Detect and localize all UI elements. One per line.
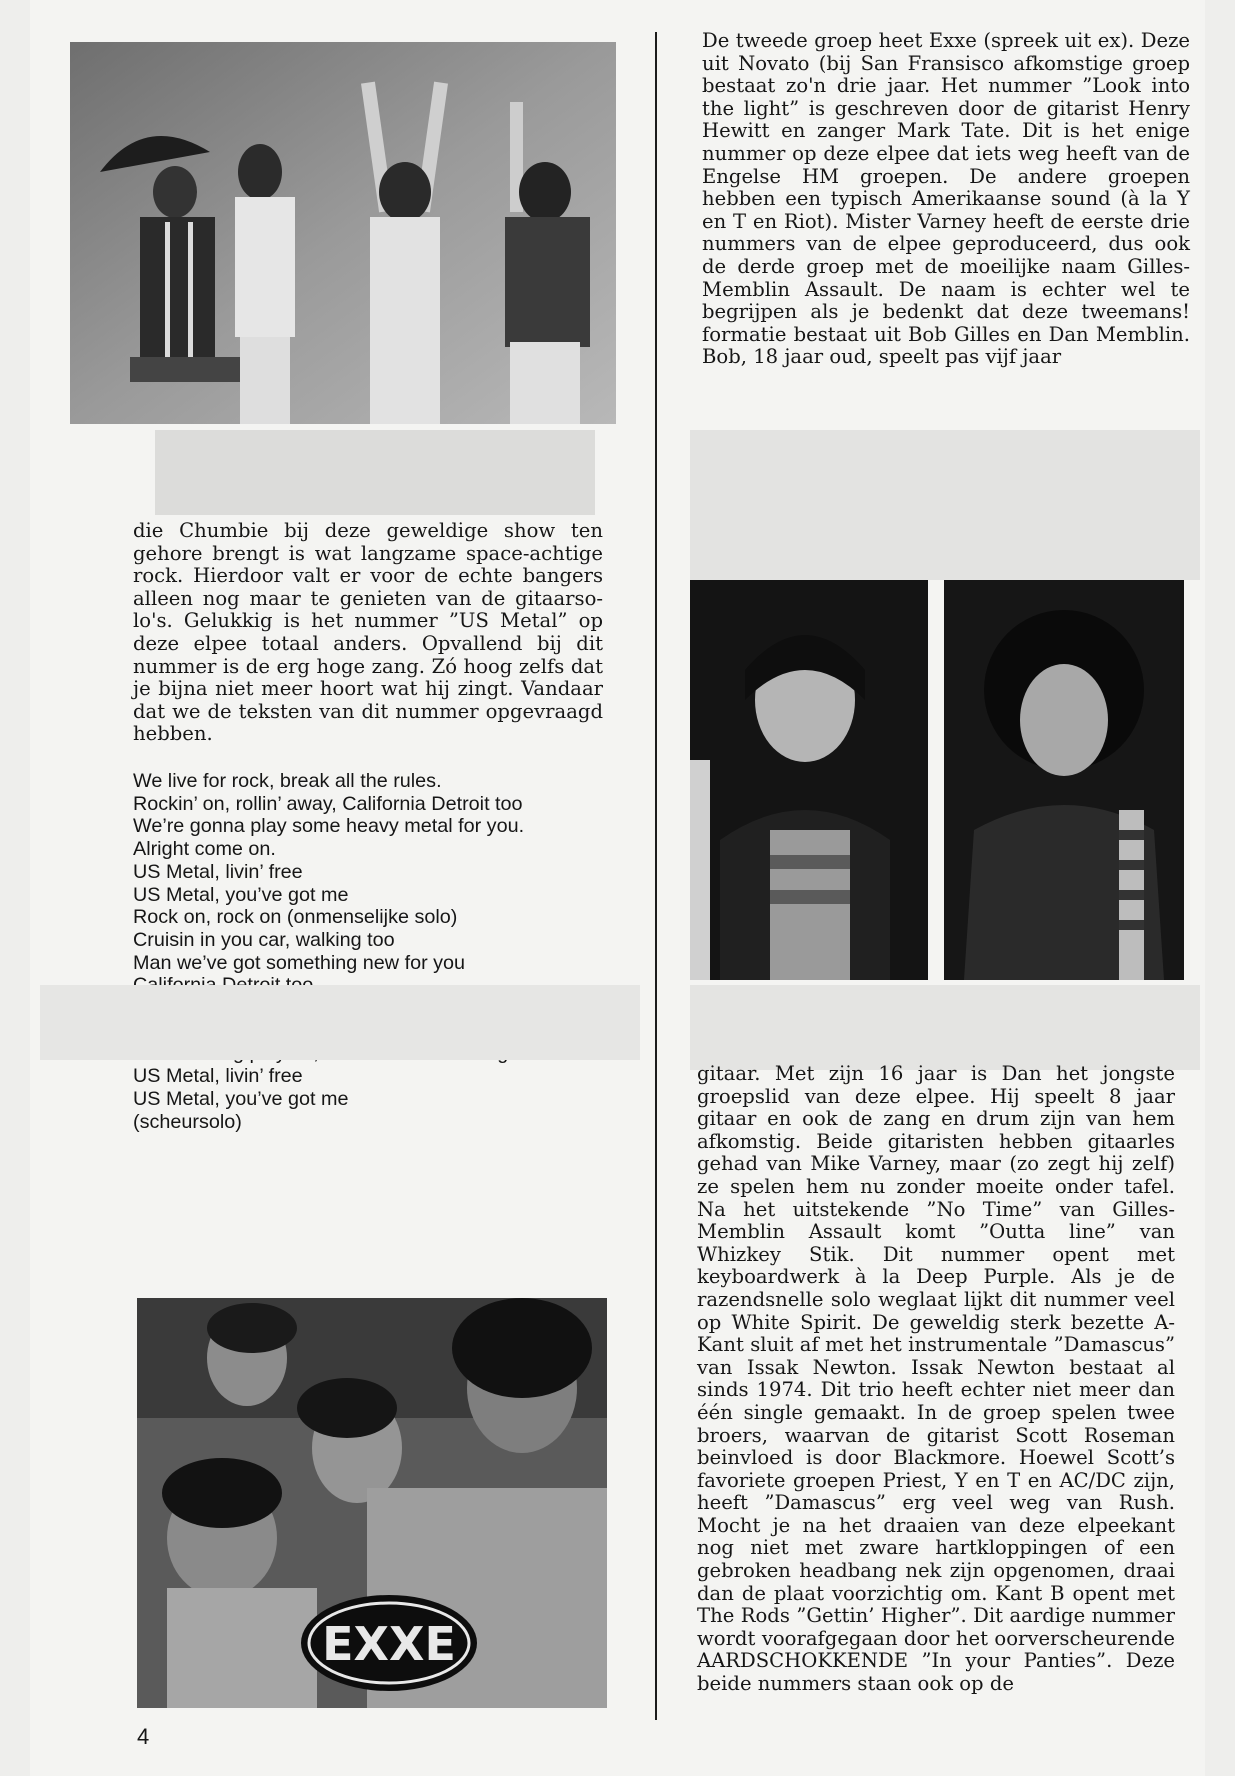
lyric-line: Alright come on. [133, 838, 276, 861]
halftone-shade-mid-right [690, 985, 1200, 1070]
lyric-line: We live for rock, break all the rules. [133, 770, 442, 792]
top-right-paragraph: De tweede groep heet Exxe (spreek uit ex). Deze uit Novato (bij San Fransisco afkomstige groep bestaat zo'n drie jaar. Het nummer ”Look into the light” is geschreven door de gitarist Henry Hewitt en zanger Mark Tate. Dit is het enige nummer op deze elpee dat iets weg heeft van de Engelse HM groepen. De andere groepen hebben een typisch Amerikaanse sound (à la Y en T en Riot). Mister Varney heeft de eerste drie nummers van de elpee geproduceerd, dus ook de derde groep met de moeilijke naam Gilles-Memblin Assault. De naam is echter wel te begrijpen als je bedenkt dat deze tweemans! formatie bestaat uit Bob Gilles en Dan Memblin. Bob, 18 jaar oud, speelt pas vijf jaar [702, 29, 1190, 369]
page-number: 4 [137, 1724, 150, 1749]
lyric-line: We’re gonna play some heavy metal for you. [133, 815, 525, 838]
lyric-line: US Metal, you’ve got me [133, 1087, 349, 1110]
column-divider [655, 32, 657, 1720]
halftone-shade-left [155, 430, 595, 515]
bottom-right-paragraph: gitaar. Met zijn 16 jaar is Dan het jongste groepslid van deze elpee. Hij speelt 8 jaar gitaar en ook de zang en drum zijn van hem afkomstig. Beide gitaristen hebben gitaarles gehad van Mike Varney, maar (zo zegt hij zelf) ze spelen hem nu zonder moeite onder tafel. Na het uitstekende ”No Time” van Gilles-Memblin Assault komt ”Outta line” van Whizkey Stik. Dit nummer opent met keyboardwerk à la Deep Purple. Als je de razendsnelle solo weglaat lijkt dit nummer veel op White Spirit. De geweldig sterk bezette A-Kant sluit af met het instrumentale ”Damascus” van Issak Newton. Issak Newton bestaat al sinds 1974. Dit trio heeft echter niet meer dan één single gemaakt. In de groep spelen twee broers, waarvan de gitarist Scott Roseman beinvloed is door Blackmore. Hoewel Scott’s favoriete groepen Priest, Y en T en AC/DC zijn, heeft ”Damascus” erg veel weg van Rush. Mocht je na het draaien van deze elpeekant nog niet met zware hartkloppingen of een gebroken headbang nek zijn opgenomen, draai dan de plaat voorzichtig om. Kant B opent met The Rods ”Gettin’ Higher”. Dit aardige nummer wordt voorafgegaan door het oorverscheurende AARDSCHOKKENDE ”In your Panties”. Deze beide nummers staan ook op de [697, 1062, 1175, 1696]
lyric-line: Rock on, rock on (onmenselijke solo) [133, 906, 458, 929]
lyric-line: US Metal, livin’ free [133, 860, 303, 883]
lyric-line: (scheursolo) [133, 1110, 242, 1133]
lyric-line: US Metal, you’ve got me [133, 883, 349, 906]
lyric-line: Rockin’ on, rollin’ away, California Detroit too [133, 792, 523, 815]
guitarist-portrait-left [690, 580, 928, 980]
left-paragraph: die Chumbie bij deze geweldige show ten gehore brengt is wat langzame space-achtige rock. Hierdoor valt er voor de echte bangers alleen nog maar te genieten van de gitaarsolo's. Gelukkig is het nummer ”US Metal” op deze elpee totaal anders. Opvallend bij dit nummer is de erg hoge zang. Zó hoog zelfs dat je bijna niet meer hoort wat hij zingt. Vandaar dat we de teksten van dit nummer opgevraagd hebben. [133, 519, 603, 746]
lyric-line: Cruisin in you car, walking too [133, 928, 395, 951]
guitarist-portrait-right [944, 580, 1184, 980]
halftone-shade-right [690, 430, 1200, 580]
halftone-shade-left-lower [40, 985, 640, 1060]
exxe-logo-text: EXXE [322, 1617, 456, 1671]
lyric-line: Man we’ve got something new for you [133, 951, 466, 974]
band-costume-photo [70, 42, 616, 424]
lyric-line: US Metal, livin’ free [133, 1065, 303, 1088]
exxe-band-photo [137, 1298, 607, 1708]
us-metal-lyrics [133, 770, 613, 1133]
